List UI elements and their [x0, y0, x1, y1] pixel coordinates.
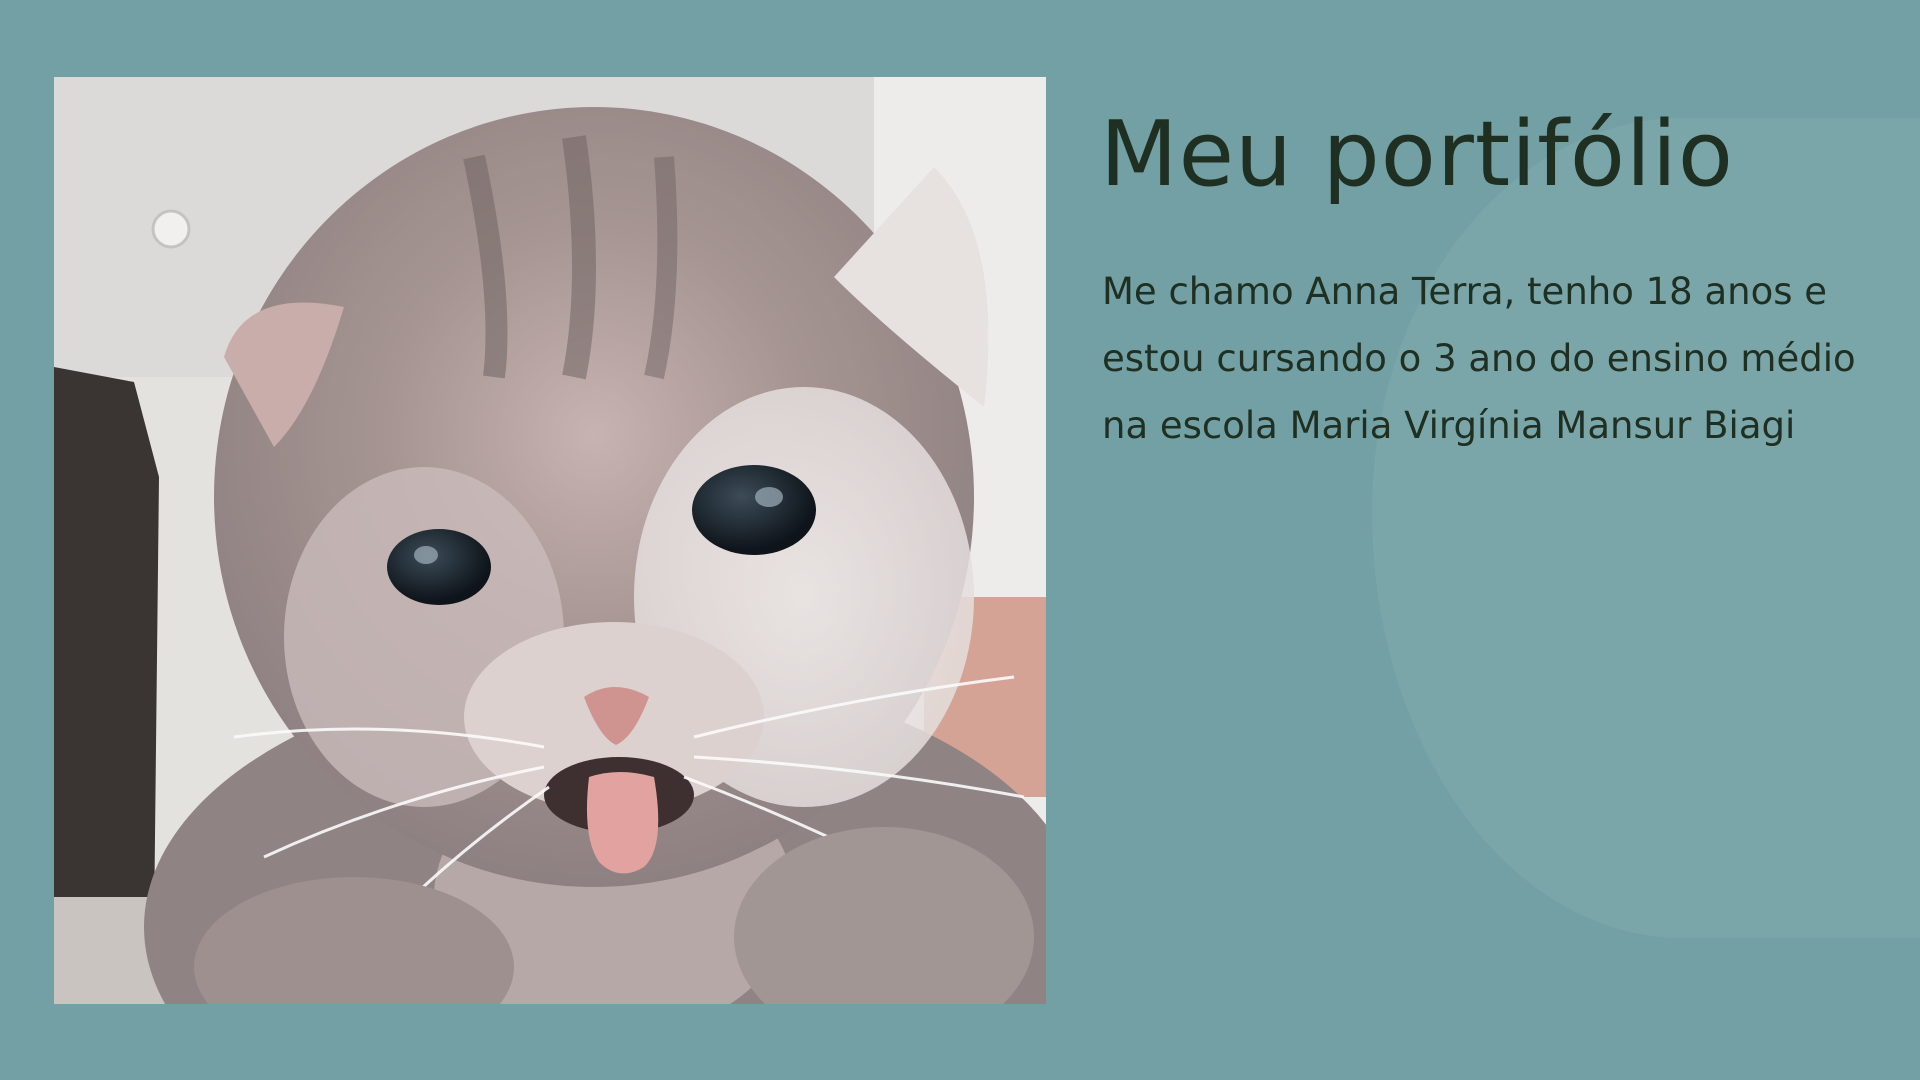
bio-text	[1102, 258, 1902, 459]
bio-line: estou cursando o 3 ano do ensino médio	[1102, 337, 1856, 380]
kitten-illustration	[54, 77, 1046, 1004]
background-blob	[1372, 118, 1920, 938]
bio-line: na escola Maria Virgínia Mansur Biagi	[1102, 404, 1796, 447]
page-title: Meu portifólio	[1100, 102, 1734, 207]
kitten-photo	[54, 77, 1046, 1004]
wardrobe	[54, 367, 159, 957]
left-eye	[387, 529, 491, 605]
right-eye	[692, 465, 816, 555]
bio-line: Me chamo Anna Terra, tenho 18 anos e	[1102, 270, 1828, 313]
ceiling-light	[153, 211, 189, 247]
tongue	[587, 772, 658, 873]
